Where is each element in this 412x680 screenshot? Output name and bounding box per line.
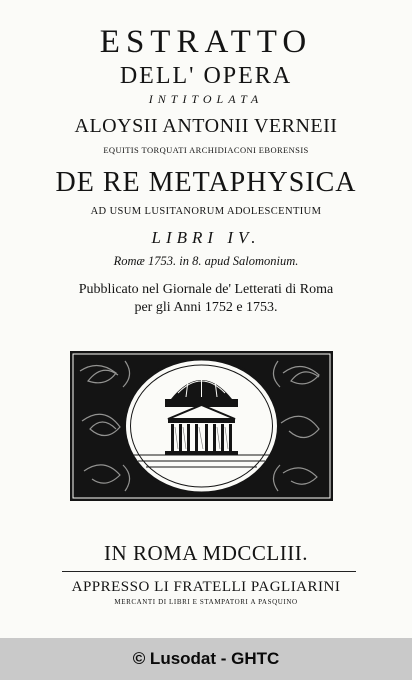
author-name: ALOYSII ANTONII VERNEII	[74, 115, 338, 137]
imprint-place: IN ROMA MDCCLIII.	[104, 541, 308, 565]
heading-estratto: ESTRATTO	[99, 24, 313, 60]
imprint-trade: MERCANTI DI LIBRI E STAMPATORI A PASQUINO	[114, 598, 298, 606]
publication-note-2: per gli Anni 1752 e 1753.	[134, 300, 278, 315]
intitolata-line: INTITOLATA	[148, 92, 264, 106]
publication-note-1: Pubblicato nel Giornale de' Letterati di Roma	[78, 282, 334, 297]
work-title: DE RE METAPHYSICA	[55, 167, 357, 198]
copyright-footer	[0, 638, 412, 680]
pantheon-vignette	[70, 351, 333, 501]
copyright-text: © Lusodat - GHTC	[132, 649, 280, 668]
imprint-printer: APPRESSO LI FRATELLI PAGLIARINI	[71, 579, 341, 595]
volumes-line: LIBRI IV.	[151, 228, 261, 247]
imprint-rule	[62, 571, 356, 572]
heading-dell-opera: DELL' OPERA	[119, 63, 293, 89]
work-subtitle: AD USUM LUSITANORUM ADOLESCENTIUM	[90, 206, 322, 217]
edition-line: Romæ 1753. in 8. apud Salomonium.	[113, 254, 299, 268]
author-titles: EQUITIS TORQUATI ARCHIDIACONI EBORENSIS	[103, 145, 309, 155]
